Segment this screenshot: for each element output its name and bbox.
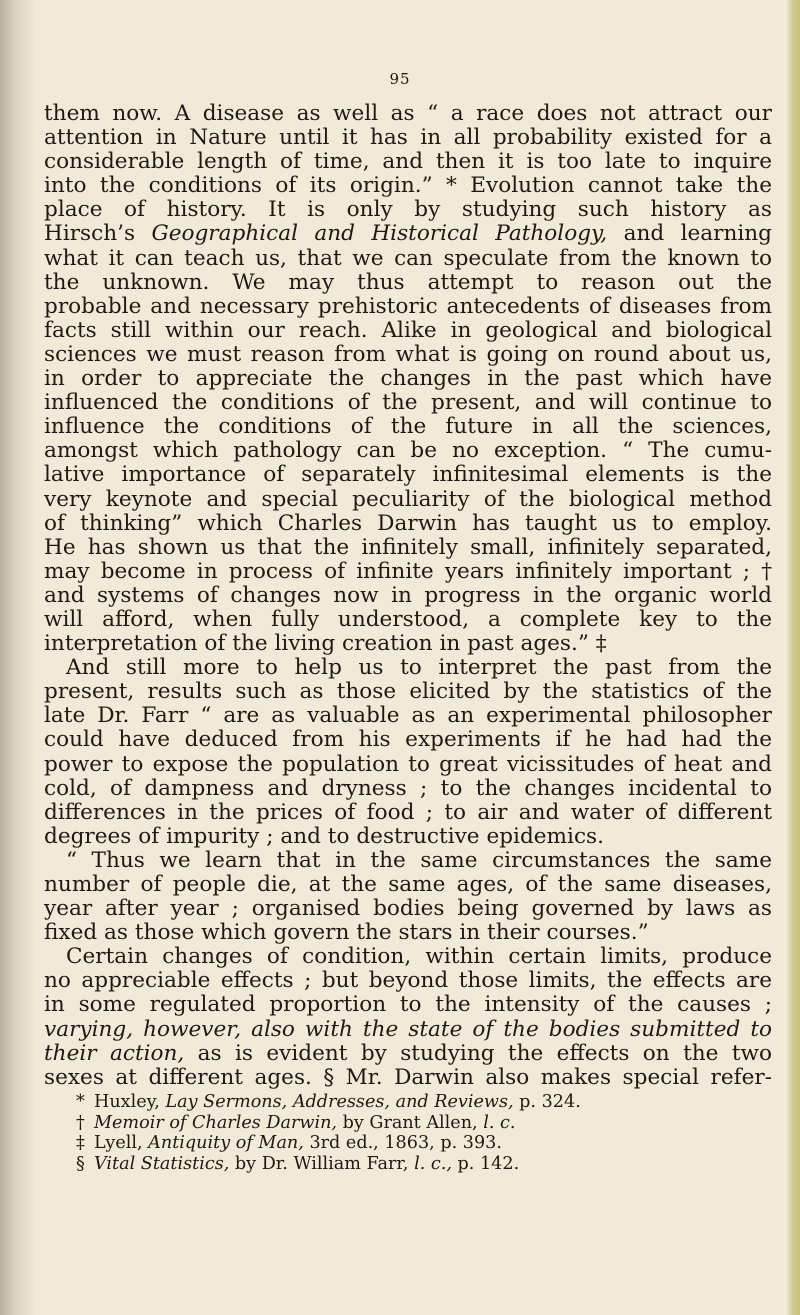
text-line [44,343,772,367]
footnote-mark: * [76,1092,85,1112]
text-run: Hirsch’s [44,221,152,247]
text-line [44,849,772,873]
text-run: considerable length of time, and then it is too late to inquire [44,149,772,175]
text-run: And still more to help us to interpret the past from the [66,655,772,681]
text-run: by Grant Allen, [337,1112,484,1133]
text-line [44,536,772,560]
text-run: could have deduced from his experiments if he had had the [44,727,772,753]
text-run: number of people die, at the same ages, of the same diseases, [44,872,772,897]
text-run: lative importance of separately infinitesimal elements is the [44,462,772,488]
italic-text: their action, [44,1040,185,1066]
text-run: sciences we must reason from what is going on round about us, [44,341,772,367]
text-run: will afford, when fully understood, a complete key to the [44,606,772,632]
text-line [44,584,772,608]
text-line [44,680,772,704]
text-run: He has shown us that the infinitely small, infinitely separated, [44,534,772,560]
italic-text: l. c., [414,1153,452,1174]
text-line [44,367,772,391]
text-line [44,1042,772,1066]
text-run: sexes at different ages. § Mr. Darwin also makes special refer- [44,1064,772,1090]
text-line [44,247,772,271]
text-run: the unknown. We may thus attempt to reason out the [44,269,772,295]
text-line [44,102,772,126]
text-line [44,319,772,343]
text-line [44,439,772,463]
text-line [44,897,772,921]
page-number: 95 [389,70,411,88]
text-line [44,463,772,487]
text-run: as is evident by studying the effects on the two [184,1040,772,1066]
text-line [44,608,772,632]
text-run: Lyell, [94,1133,149,1154]
italic-text: Vital Statistics, [94,1153,230,1174]
text-run: into the conditions of its origin.” * Evolution cannot take the [44,173,772,199]
text-line [44,656,772,680]
text-run: very keynote and special peculiarity of the biological method [44,486,772,512]
text-line [44,295,772,319]
text-run: and learning [607,221,772,247]
page-edge [786,0,800,1315]
text-run: cold, of dampness and dryness ; to the changes incidental to [44,775,772,801]
text-line [44,391,772,415]
text-run: year after year ; organised bodies being governed by laws as [44,896,772,922]
italic-text: varying, however, also with the state of the bodies submitted to [44,1016,772,1042]
text-run: them now. A disease as well as “ a race does not attract our [44,101,772,126]
text-run: influence the conditions of the future in all the sciences, [44,414,772,440]
text-run: “ Thus we learn that in the same circumstances the same [66,847,772,873]
text-line [44,728,772,752]
footnotes [76,1092,776,1174]
text-run: in order to appreciate the changes in the past which have [44,366,772,392]
footnote [76,1154,776,1175]
text-run: interpretation of the living creation in past ages.” ‡ [44,631,607,657]
italic-text: Memoir of Charles Darwin, [94,1112,337,1133]
text-run: attention in Nature until it has in all probability existed for a [44,125,772,151]
text-run: power to expose the population to great vicissitudes of heat and [44,751,772,777]
text-run: late Dr. Farr “ are as valuable as an experimental philosopher [44,703,772,729]
text-run: present, results such as those elicited by the statistics of the [44,679,772,705]
text-line [44,198,772,222]
body-text [44,102,772,1090]
text-line [44,488,772,512]
text-line [44,969,772,993]
text-line [44,825,772,849]
text-line [44,174,772,198]
text-line [44,993,772,1017]
text-run: facts still within our reach. Alike in geological and biological [44,317,772,343]
text-line [44,704,772,728]
text-run: degrees of impurity ; and to destructive epidemics. [44,823,604,849]
footnote-mark: ‡ [76,1133,85,1154]
footnote [76,1113,776,1134]
text-line [44,1066,772,1090]
text-run: fixed as those which govern the stars in their courses.” [44,920,649,946]
text-line [44,945,772,969]
text-line [44,921,772,945]
text-run: Certain changes of condition, within certain limits, produce [66,944,772,970]
text-run: amongst which pathology can be no exception. “ The cumu- [44,438,772,464]
text-run: differences in the prices of food ; to air and water of different [44,799,772,825]
text-run: may become in process of infinite years infinitely important ; † [44,558,772,584]
italic-text: Antiquity of Man, [148,1133,304,1154]
text-run: of thinking” which Charles Darwin has taught us to employ. [44,510,772,536]
text-run: what it can teach us, that we can speculate from the known to [44,245,772,271]
italic-text: l. c. [483,1112,516,1133]
text-run: influenced the conditions of the present, and will continue to [44,390,772,416]
footnote-mark: § [76,1153,85,1174]
text-run: place of history. It is only by studying such history as [44,197,772,223]
text-run: no appreciable effects ; but beyond those limits, the effects are [44,968,772,994]
text-line [44,271,772,295]
text-run: in some regulated proportion to the intensity of the causes ; [44,992,772,1018]
text-line [44,801,772,825]
page-gutter-shadow [0,0,36,1315]
text-line [44,222,772,246]
text-line [44,632,772,656]
text-line [44,753,772,777]
italic-text: Geographical and Historical Pathology, [151,221,608,247]
text-run: 3rd ed., 1863, p. 393. [303,1133,502,1154]
text-run: p. 324. [513,1092,581,1112]
text-line [44,777,772,801]
text-line [44,150,772,174]
footnote-mark: † [76,1112,85,1133]
footnote [76,1092,776,1113]
text-line [44,1018,772,1042]
text-line [44,126,772,150]
text-run: Huxley, [94,1092,166,1112]
text-run: by Dr. William Farr, [229,1153,415,1174]
text-line [44,560,772,584]
text-line [44,512,772,536]
footnote [76,1133,776,1154]
text-run: probable and necessary prehistoric antecedents of diseases from [44,293,772,319]
text-line [44,415,772,439]
text-run: p. 142. [451,1153,520,1174]
text-run: and systems of changes now in progress in the organic world [44,582,772,608]
text-line [44,873,772,897]
italic-text: Lay Sermons, Addresses, and Reviews, [165,1092,514,1112]
